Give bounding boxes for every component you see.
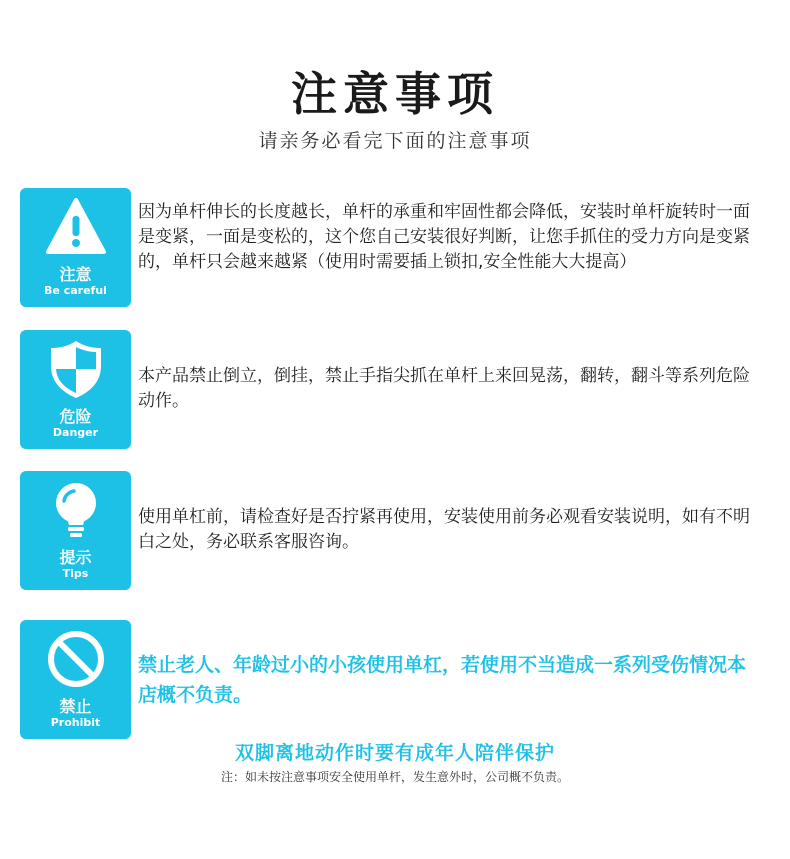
tips-label-en: Tips bbox=[62, 567, 89, 580]
prohibit-text: 禁止老人、年龄过小的小孩使用单杠，若使用不当造成一系列受伤情况本店概不负责。 bbox=[138, 654, 747, 706]
prohibit-icon bbox=[45, 628, 107, 690]
liability-note: 注：如未按注意事项安全使用单杆，发生意外时，公司概不负责。 bbox=[220, 770, 569, 784]
prohibit-label-en: Prohibit bbox=[50, 716, 101, 729]
prohibit-label-cn: 禁止 bbox=[59, 697, 92, 716]
notice-item-careful bbox=[20, 188, 760, 307]
lightbulb-icon bbox=[45, 479, 107, 541]
danger-label-en: Danger bbox=[52, 426, 99, 439]
careful-text: 因为单杆伸长的长度越长，单杆的承重和牢固性都会降低，安装时单杆旋转时一面是变紧，一面是变松的，这个您自己安装很好判断，让您手抓住的受力方向是变紧的，单杆只会越来越紧（使用时需要插上锁扣,安全性能大大提高） bbox=[138, 202, 750, 272]
careful-label-cn: 注意 bbox=[59, 265, 92, 284]
tips-label-cn: 提示 bbox=[59, 548, 92, 567]
danger-badge bbox=[20, 330, 131, 449]
warning-icon bbox=[45, 196, 107, 258]
prohibit-badge bbox=[20, 620, 131, 739]
notice-item-prohibit bbox=[20, 620, 760, 739]
danger-text: 本产品禁止倒立，倒挂，禁止手指尖抓在单杆上来回晃荡，翻转，翻斗等系列危险动作。 bbox=[138, 366, 750, 411]
supervision-notice: 双脚离地动作时要有成年人陪伴保护 bbox=[234, 742, 555, 764]
tips-text: 使用单杠前，请检查好是否拧紧再使用，安装使用前务必观看安装说明，如有不明白之处，务必联系客服咨询。 bbox=[138, 507, 750, 552]
danger-label-cn: 危险 bbox=[59, 407, 92, 426]
notice-item-tips bbox=[20, 471, 760, 590]
page-title: 注意事项 bbox=[291, 67, 499, 121]
notice-item-danger bbox=[20, 330, 760, 449]
tips-badge bbox=[20, 471, 131, 590]
page-subtitle: 请亲务必看完下面的注意事项 bbox=[258, 130, 532, 152]
careful-label-en: Be careful bbox=[44, 284, 107, 297]
careful-badge bbox=[20, 188, 131, 307]
shield-icon bbox=[45, 338, 107, 400]
